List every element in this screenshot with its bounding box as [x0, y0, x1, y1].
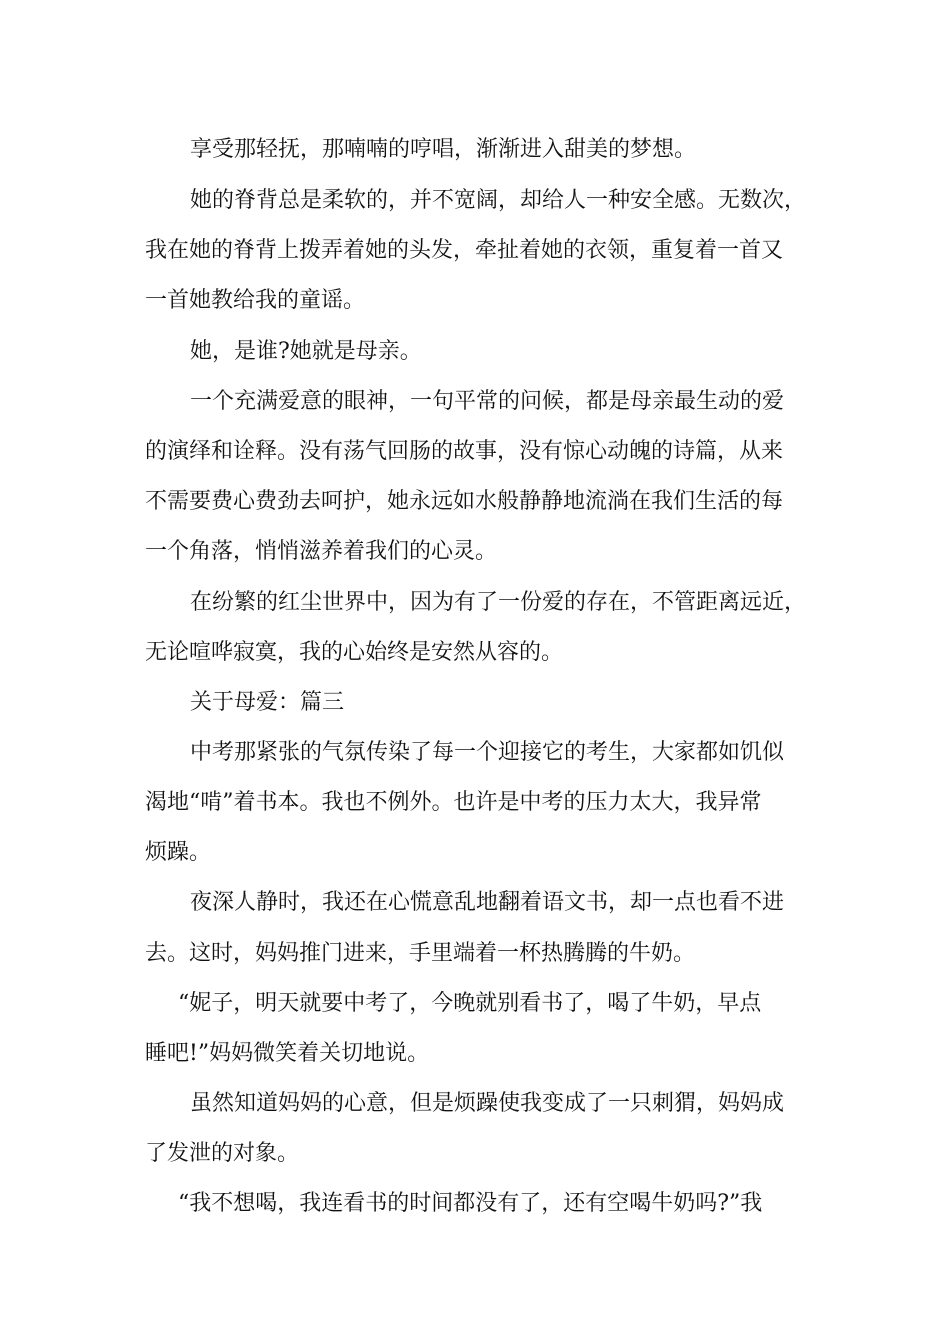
text-line: 渴地“啃”着书本。我也不例外。也许是中考的压力太大，我异常	[145, 790, 762, 815]
text-line: 中考那紧张的气氛传染了每一个迎接它的考生，大家都如饥似	[190, 740, 785, 765]
text-line: “妮子，明天就要中考了，今晚就别看书了，喝了牛奶，早点	[178, 991, 762, 1016]
text-line: 享受那轻抚，那喃喃的哼唱，渐渐进入甜美的梦想。	[190, 137, 697, 162]
text-line: 一个角落，悄悄滋养着我们的心灵。	[145, 539, 498, 564]
text-line: 一首她教给我的童谣。	[145, 288, 366, 313]
text-line: 虽然知道妈妈的心意，但是烦躁使我变成了一只刺猬，妈妈成	[190, 1091, 785, 1116]
text-line: 了发泄的对象。	[145, 1141, 300, 1166]
text-line: 我在她的脊背上拨弄着她的头发，牵扯着她的衣领，重复着一首又	[145, 238, 784, 263]
text-line: 不需要费心费劲去呵护，她永远如水般静静地流淌在我们生活的每	[145, 489, 784, 514]
text-line: 她，是谁?她就是母亲。	[190, 339, 422, 364]
text-line: 烦躁。	[145, 840, 212, 865]
text-line: 无论喧哗寂寞，我的心始终是安然从容的。	[145, 640, 564, 665]
text-line: 在纷繁的红尘世界中，因为有了一份爱的存在，不管距离远近，	[190, 590, 807, 615]
text-line: 夜深人静时，我还在心慌意乱地翻着语文书，却一点也看不进	[190, 890, 785, 915]
text-line: 她的脊背总是柔软的，并不宽阔，却给人一种安全感。无数次，	[190, 188, 807, 213]
text-line: 去。这时，妈妈推门进来，手里端着一杯热腾腾的牛奶。	[145, 941, 696, 966]
section-heading: 关于母爱：篇三	[190, 690, 345, 715]
text-line: 的演绎和诠释。没有荡气回肠的故事，没有惊心动魄的诗篇，从来	[145, 439, 784, 464]
text-line: 睡吧!”妈妈微笑着关切地说。	[145, 1041, 430, 1066]
text-line: “我不想喝，我连看书的时间都没有了，还有空喝牛奶吗?”我	[178, 1191, 763, 1216]
text-line: 一个充满爱意的眼神，一句平常的问候，都是母亲最生动的爱	[190, 389, 785, 414]
